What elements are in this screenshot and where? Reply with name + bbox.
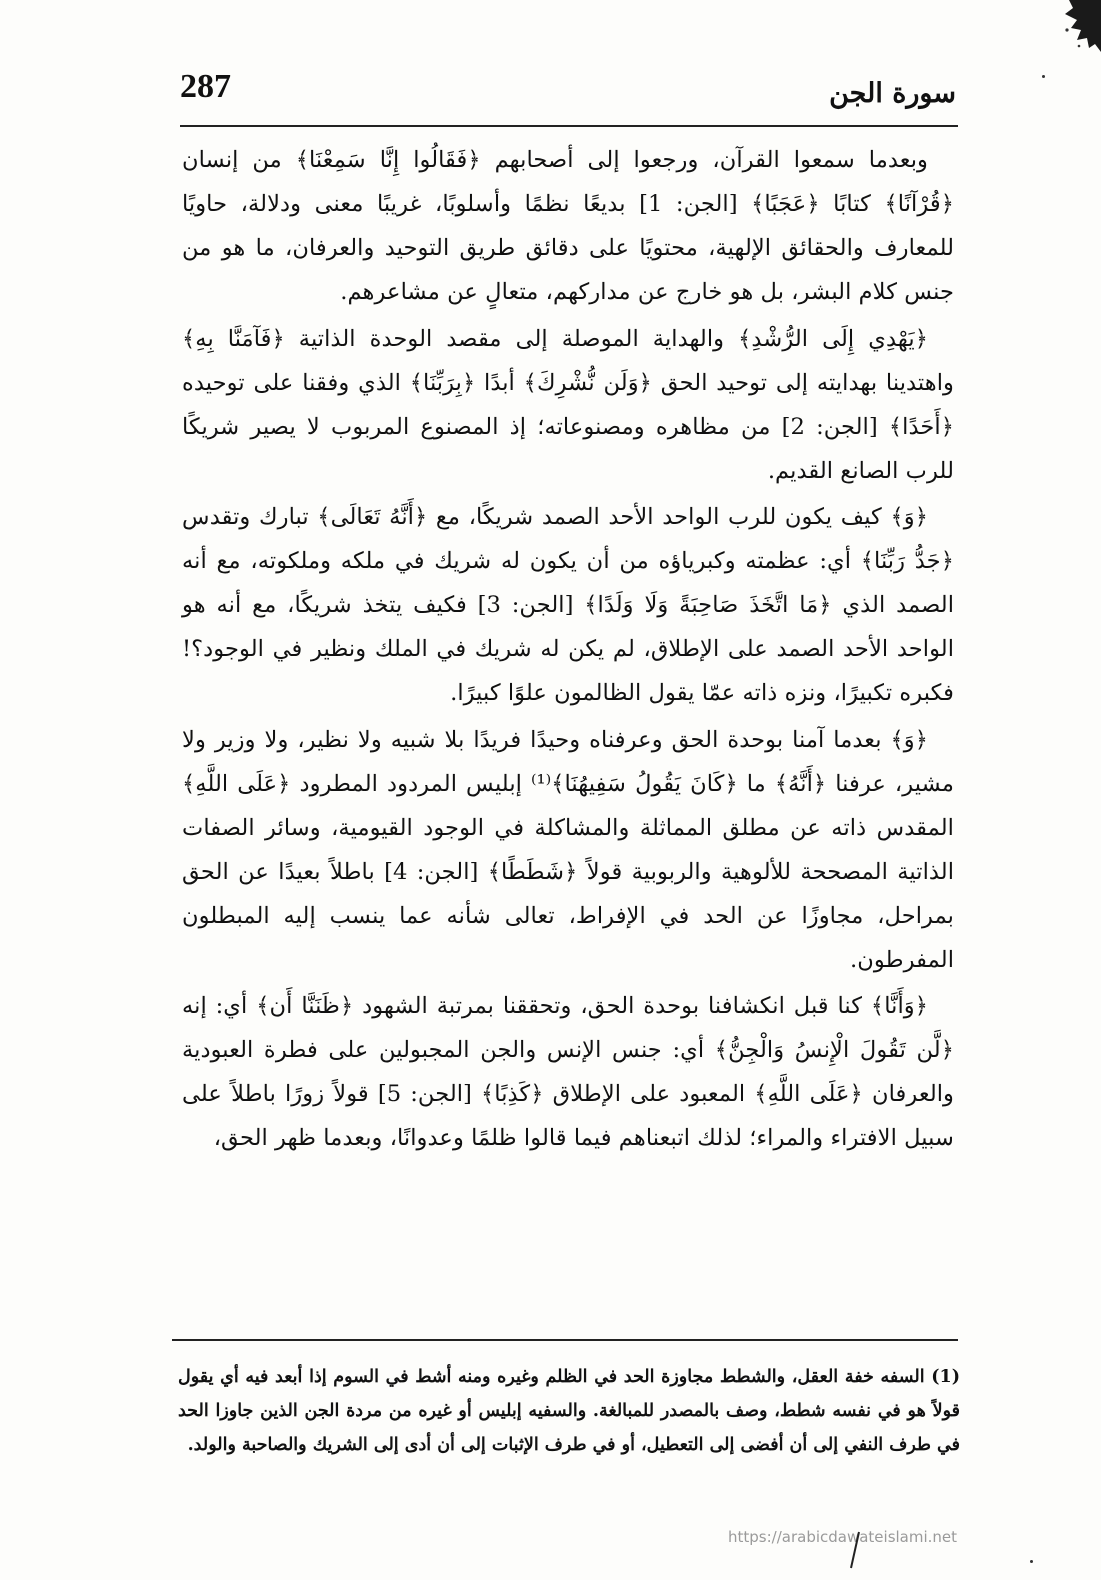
paragraph: ﴿يَهْدِي إِلَى الرُّشْدِ﴾ والهداية الموصلة إلى مقصد الوحدة الذاتية ﴿فَآمَنَّا بِهِ﴾ واهتدينا بهدايته إلى توحيد الحق ﴿وَلَن نُّشْرِكَ﴾ أبدًا ﴿بِرَبِّنَا﴾ الذي وفقنا على توحيده ﴿أَحَدًا﴾ [الجن: 2] من مظاهره ومصنوعاته؛ إذ المصنوع المربوب لا يصير شريكًا للرب الصانع القديم.	[182, 325, 954, 484]
scan-pen-mark	[845, 1530, 865, 1570]
footnote	[178, 1360, 960, 1462]
paragraph: ﴿وَ﴾ بعدما آمنا بوحدة الحق وعرفناه وحيدًا فريدًا بلا شبيه ولا نظير، ولا وزير ولا مشير، عرفنا ﴿أَنَّهُ﴾ ما ﴿كَانَ يَقُولُ سَفِيهُنَا﴾⁽¹⁾ إبليس المردود المطرود ﴿عَلَى اللَّهِ﴾ المقدس ذاته عن مطلق المماثلة والمشاكلة في الوجود القيومية، وسائر الصفات الذاتية المصححة للألوهية والربوبية قولاً ﴿شَطَطًا﴾ [الجن: 4] باطلاً بعيدًا عن الحق بمراحل، مجاوزًا عن الحد في الإفراط، تعالى شأنه عما ينسب إليه المبطلون المفرطون.	[182, 726, 955, 973]
footnote-rule	[172, 1339, 958, 1341]
watermark-url: https://arabicdawateislami.net	[728, 1528, 958, 1546]
running-title: سورة الجن	[829, 78, 956, 109]
paragraph: ﴿وَأَنَّا﴾ كنا قبل انكشافنا بوحدة الحق، وتحققنا بمرتبة الشهود ﴿ظَنَنَّا أَن﴾ أي: إنه ﴿لَّن تَقُولَ الْإِنسُ وَالْجِنُّ﴾ أي: جنس الإنس والجن المجبولين على فطرة العبودية والعرفان ﴿عَلَى اللَّهِ﴾ المعبود على الإطلاق ﴿كَذِبًا﴾ [الجن: 5] قولاً زورًا باطلاً على سبيل الافتراء والمراء؛ لذلك اتبعناهم فيما قالوا ظلمًا وعدوانًا، وبعدما ظهر الحق،	[182, 993, 954, 1151]
header-rule	[180, 125, 958, 127]
footnote-text: (1) السفه خفة العقل، والشطط مجاوزة الحد في الظلم وغيره ومنه أشط في السوم إذا أبعد فيه أي يقول قولاً هو في نفسه شطط، وصف بالمصدر للمبالغة. والسفيه إبليس أو غيره من مردة الجن الذين جاوزا الحد في طرف النفي إلى أن أفضى إلى التعطيل، أو في طرف الإثبات إلى أن أدى إلى الشريك والصاحبة والولد.	[178, 1367, 960, 1455]
page-number: 287	[180, 68, 231, 105]
paragraph: ﴿وَ﴾ كيف يكون للرب الواحد الأحد الصمد شريكًا، مع ﴿أَنَّهُ تَعَالَى﴾ تبارك وتقدس ﴿جَدُّ رَبِّنَا﴾ أي: عظمته وكبرياؤه من أن يكون له شريك في ملكه وملكوته، مع أنه الصمد الذي ﴿مَا اتَّخَذَ صَاحِبَةً وَلَا وَلَدًا﴾ [الجن: 3] فكيف يتخذ شريكًا، مع أنه هو الواحد الأحد الصمد على الإطلاق، لم يكن له شريك في الملك ونظير في الوجود؟! فكبره تكبيرًا، ونزه ذاته عمّا يقول الظالمون علوًا كبيرًا.	[182, 504, 954, 706]
paragraph: وبعدما سمعوا القرآن، ورجعوا إلى أصحابهم ﴿فَقَالُوا إِنَّا سَمِعْنَا﴾ من إنسان ﴿قُرْآنًا﴾ كتابًا ﴿عَجَبًا﴾ [الجن: 1] بديعًا نظمًا وأسلوبًا، غريبًا معنى ودلالة، حاويًا للمعارف والحقائق الإلهية، محتويًا على دقائق طريق التوحيد والعرفان، ما هو من جنس كلام البشر، بل هو خارج عن مداركهم، متعالٍ عن مشاعرهم.	[182, 147, 954, 305]
scan-speck	[1030, 1560, 1033, 1563]
body-text	[182, 138, 954, 1163]
scan-ink-blot	[1059, 0, 1101, 52]
scan-speck	[1042, 75, 1045, 78]
